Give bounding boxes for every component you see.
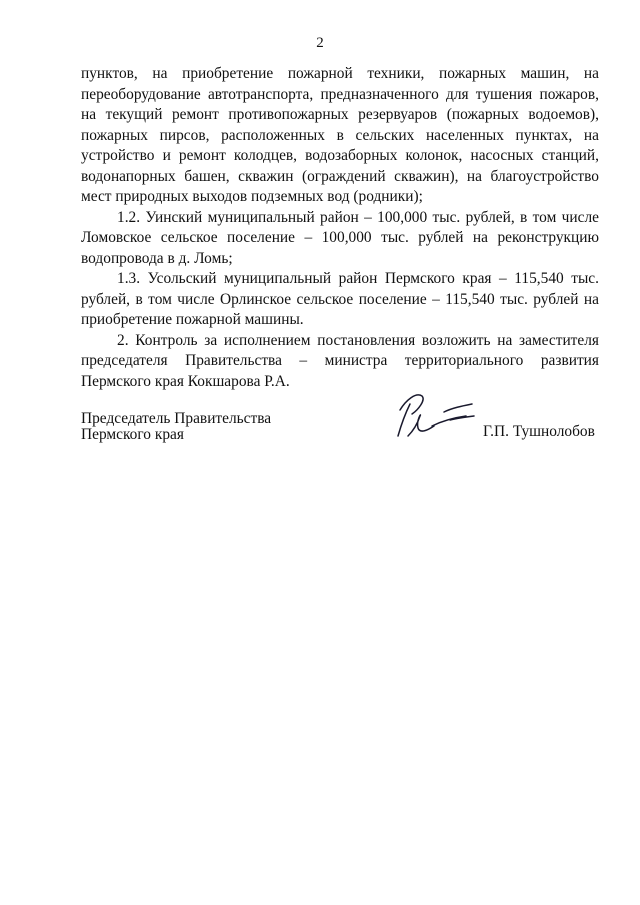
signer-name: Г.П. Тушнолобов: [483, 423, 595, 440]
document-body: [81, 64, 599, 392]
signatory-position: [81, 411, 271, 443]
handwritten-signature: [392, 386, 482, 442]
position-line-2: Пермского края: [81, 426, 184, 443]
position-line-1: Председатель Правительства: [81, 410, 272, 427]
paragraph-item-1-2: 1.2. Уинский муниципальный район – 100,000 тыс. рублей, в том числе Ломовское сельское поселение – 100,000 тыс. рублей на реконструкцию водопровода в д. Ломь;: [81, 208, 599, 267]
paragraph-item-1-3: 1.3. Усольский муниципальный район Пермского края – 115,540 тыс. рублей, в том числе Орлинское сельское поселение – 115,540 тыс. рублей на приобретение пожарной машины.: [81, 270, 599, 328]
paragraph-continuation: пунктов, на приобретение пожарной техники, пожарных машин, на переоборудование автотранспорта, предназначенного для тушения пожаров, на текущий ремонт противопожарных резервуаров (пожарных водоемов), пожарных пирсов, расположенных в сельских населенных пунктах, на устройство и ремонт колодцев, водозаборных колонок, насосных станций, водонапорных башен, скважин (ограждений скважин), на благоустройство мест природных выходов подземных вод (родники);: [81, 65, 599, 205]
page-number: 2: [316, 35, 324, 51]
paragraph-item-2: 2. Контроль за исполнением постановления возложить на заместителя председателя Правительства – министра территориального развития Пермского края Кокшарова Р.А.: [81, 331, 599, 390]
